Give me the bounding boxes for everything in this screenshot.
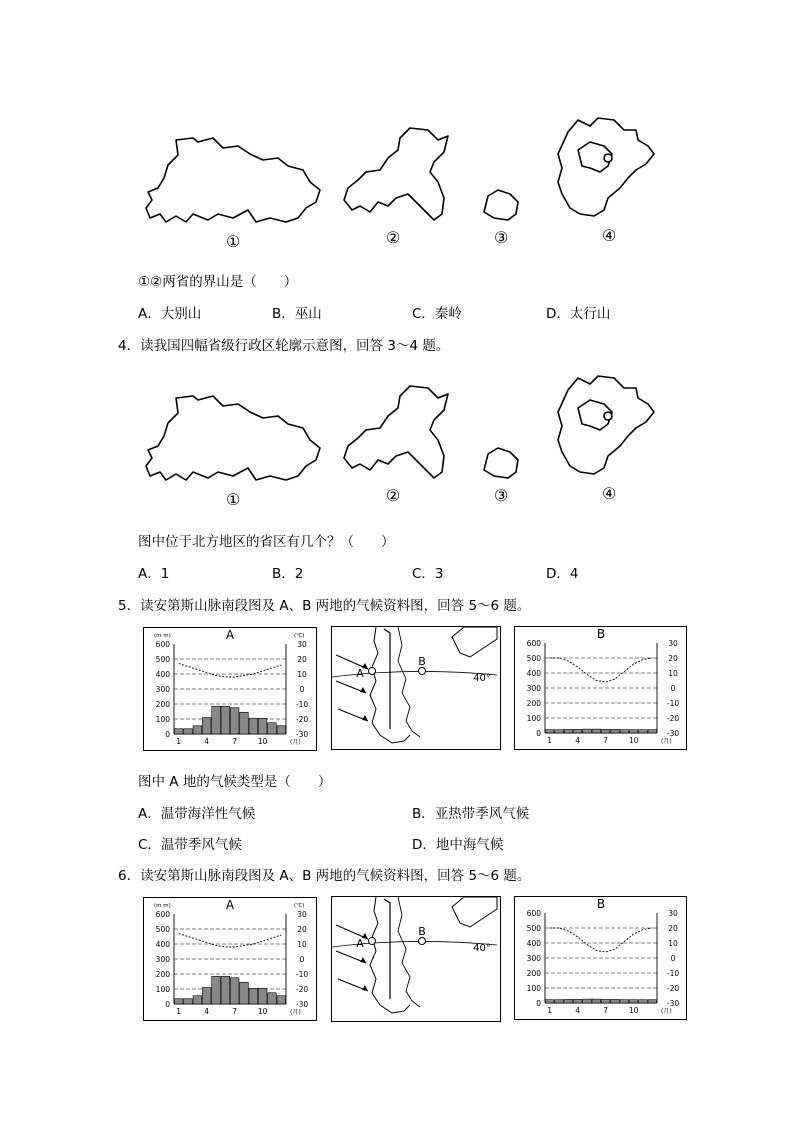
- x-tick-label: 4: [204, 1007, 210, 1016]
- y2-tick-label: 0: [670, 954, 676, 963]
- y-tick-label: 500: [155, 655, 170, 664]
- x-tick-label: 4: [575, 736, 581, 745]
- province-outline-3: [484, 190, 518, 220]
- x-axis-unit: (月): [290, 739, 301, 746]
- point-a-marker: [369, 668, 376, 675]
- province-outline-2: [344, 128, 448, 220]
- precip-bar-3: [564, 999, 573, 1003]
- q4-option-b[interactable]: B．2: [272, 566, 304, 582]
- map-label-1: ①: [226, 490, 241, 509]
- province-outline-2: [344, 386, 448, 478]
- y2-tick-label: -10: [666, 699, 680, 708]
- y2-tick-label: -10: [295, 700, 309, 709]
- coastal-landmass: [452, 627, 497, 657]
- y2-tick-label: 0: [299, 955, 305, 964]
- wind-arrow-head: [362, 985, 368, 991]
- y2-tick-label: -20: [666, 984, 680, 993]
- andes-map: [331, 896, 501, 1022]
- x-tick-label: 1: [547, 736, 553, 745]
- wind-arrow-head: [362, 715, 368, 721]
- point-a-label: A: [356, 937, 364, 950]
- temperature-curve: [550, 928, 653, 952]
- y-tick-label: 300: [155, 685, 170, 694]
- q4-option-a[interactable]: A．1: [138, 566, 170, 582]
- point-a-label: A: [356, 667, 364, 680]
- q4-option-c[interactable]: C．3: [412, 566, 444, 582]
- y2-tick-label: 20: [668, 924, 678, 933]
- precip-bar-12: [277, 996, 286, 1004]
- precip-bar-5: [212, 976, 221, 1004]
- option-b-block1[interactable]: B．巫山: [272, 306, 322, 322]
- x-tick-label: 4: [575, 1006, 581, 1015]
- y2-tick-label: 30: [668, 639, 678, 648]
- climate-chart-svg: [144, 898, 312, 1016]
- point-b-marker: [419, 668, 426, 675]
- y2-tick-label: -20: [666, 714, 680, 723]
- precip-bar-12: [648, 1000, 657, 1003]
- chart-title: A: [225, 898, 235, 912]
- temperature-curve: [550, 658, 653, 682]
- andes-mountain-range: [384, 629, 390, 729]
- latitude-label: 40°: [473, 943, 491, 954]
- x-tick-label: 7: [232, 1007, 238, 1016]
- x-tick-label: 10: [257, 1007, 268, 1016]
- x-axis-unit: (月): [661, 738, 672, 745]
- province-outlines: [146, 118, 654, 222]
- precip-bar-4: [202, 718, 211, 735]
- y2-tick-label: -10: [295, 970, 309, 979]
- y2-tick-label: 0: [670, 684, 676, 693]
- y2-axis-unit: (℃): [294, 633, 305, 639]
- andes-mountain-range: [384, 899, 390, 999]
- province-outline-3: [484, 448, 518, 478]
- precip-bar-9: [620, 730, 629, 733]
- x-tick-label: 7: [232, 737, 238, 746]
- y-tick-label: 300: [526, 684, 541, 693]
- y-tick-label: 200: [526, 699, 541, 708]
- east-coastline: [398, 897, 420, 1007]
- precip-bar-2: [184, 999, 193, 1004]
- y-tick-label: 400: [155, 670, 170, 679]
- precip-bar-10: [629, 730, 638, 733]
- x-tick-label: 7: [603, 736, 609, 745]
- x-axis-unit: (月): [661, 1008, 672, 1015]
- q5-question: 图中 A 地的气候类型是（ ）: [138, 774, 332, 790]
- map-label-4: ④: [602, 226, 617, 245]
- y-axis-unit: (m m): [154, 903, 171, 909]
- x-tick-label: 10: [628, 736, 639, 745]
- map-label-3: ③: [494, 486, 509, 505]
- y-tick-label: 100: [155, 715, 170, 724]
- q5-option-a[interactable]: A．温带海洋性气候: [138, 806, 256, 822]
- precip-bar-4: [202, 988, 211, 1005]
- y-tick-label: 100: [526, 714, 541, 723]
- precip-bar-11: [268, 723, 277, 734]
- y-tick-label: 0: [536, 729, 541, 738]
- precip-bar-1: [545, 1000, 554, 1003]
- y2-tick-label: -20: [295, 985, 309, 994]
- precip-bar-7: [230, 708, 239, 734]
- option-c-block1[interactable]: C．秦岭: [412, 306, 462, 322]
- x-tick-label: 1: [547, 1006, 553, 1015]
- precip-bar-9: [620, 1000, 629, 1003]
- province-outline-1: [146, 138, 320, 222]
- y-tick-label: 200: [526, 969, 541, 978]
- climate-chart-svg: [515, 627, 683, 745]
- climate-chart-svg: [144, 628, 312, 746]
- precip-bar-7: [230, 978, 239, 1004]
- y2-tick-label: 10: [668, 669, 678, 678]
- map-label-2: ②: [386, 228, 401, 247]
- precip-bar-7: [601, 999, 610, 1003]
- q5-option-c[interactable]: C．温带季风气候: [138, 837, 242, 853]
- climate-chart-a: [143, 627, 317, 751]
- precip-bar-3: [193, 726, 202, 734]
- q4-question: 图中位于北方地区的省区有几个？（ ）: [138, 534, 395, 550]
- y-tick-label: 0: [165, 1000, 170, 1009]
- precip-bar-1: [174, 999, 183, 1004]
- precip-bar-6: [221, 976, 230, 1004]
- east-coastline: [398, 627, 420, 737]
- y-tick-label: 0: [165, 730, 170, 739]
- y2-tick-label: 10: [668, 939, 678, 948]
- y-tick-label: 500: [526, 924, 541, 933]
- precip-bar-9: [249, 988, 258, 1004]
- precip-bar-2: [184, 729, 193, 734]
- y2-axis-unit: (℃): [294, 903, 305, 909]
- y-tick-label: 500: [526, 654, 541, 663]
- y-tick-label: 100: [526, 984, 541, 993]
- y-tick-label: 500: [155, 925, 170, 934]
- province-outline-1: [146, 396, 320, 480]
- x-tick-label: 10: [257, 737, 268, 746]
- y2-tick-label: 20: [297, 655, 307, 664]
- precip-bar-6: [221, 706, 230, 734]
- chart-title: B: [596, 627, 606, 641]
- wind-arrow-head: [360, 687, 366, 693]
- chart-title: A: [225, 628, 235, 642]
- y2-tick-label: 30: [297, 910, 307, 919]
- y2-tick-label: -10: [666, 969, 680, 978]
- y-tick-label: 0: [536, 999, 541, 1008]
- precip-bar-11: [639, 1000, 648, 1003]
- precip-bar-10: [629, 1000, 638, 1003]
- precip-bar-3: [193, 996, 202, 1004]
- precip-bar-5: [583, 999, 592, 1003]
- y2-tick-label: 0: [299, 685, 305, 694]
- y-tick-label: 300: [526, 954, 541, 963]
- x-tick-label: 4: [204, 737, 210, 746]
- y2-tick-label: -20: [295, 715, 309, 724]
- y2-tick-label: -30: [666, 729, 680, 738]
- climate-chart-svg: [515, 897, 683, 1015]
- option-a-block1[interactable]: A．大别山: [138, 306, 202, 322]
- x-tick-label: 1: [176, 737, 182, 746]
- precip-bar-6: [592, 729, 601, 733]
- province-enclave-dot: [604, 412, 612, 420]
- precip-bar-8: [240, 712, 249, 734]
- q5-option-d[interactable]: D．地中海气候: [412, 837, 504, 853]
- precip-bar-10: [258, 718, 267, 734]
- q5-stem: 5．读安第斯山脉南段图及 A、B 两地的气候资料图，回答 5～6 题。: [118, 598, 531, 614]
- q5-option-b[interactable]: B．亚热带季风气候: [412, 806, 530, 822]
- y2-tick-label: -30: [666, 999, 680, 1008]
- y2-tick-label: 30: [297, 640, 307, 649]
- y2-tick-label: -30: [295, 730, 309, 739]
- precip-bar-11: [639, 730, 648, 733]
- point-b-label: B: [418, 655, 426, 668]
- precip-bar-10: [258, 988, 267, 1004]
- y-tick-label: 600: [526, 909, 541, 918]
- question-block1: ①②两省的界山是（ ）: [138, 274, 298, 290]
- andes-map: [331, 626, 501, 750]
- precip-bar-4: [573, 999, 582, 1003]
- precip-bar-4: [573, 729, 582, 733]
- y-tick-label: 300: [155, 955, 170, 964]
- y2-tick-label: 20: [297, 925, 307, 934]
- q4-option-d[interactable]: D．4: [546, 566, 579, 582]
- climate-chart-b: [514, 896, 687, 1020]
- precip-bar-11: [268, 993, 277, 1004]
- precip-bar-5: [583, 729, 592, 733]
- point-b-label: B: [418, 925, 426, 938]
- map-label-4: ④: [602, 484, 617, 503]
- map-label-3: ③: [494, 228, 509, 247]
- point-a-marker: [369, 938, 376, 945]
- q4-stem: 4．读我国四幅省级行政区轮廓示意图，回答 3～4 题。: [118, 338, 450, 354]
- y-axis-unit: (m m): [154, 633, 171, 639]
- q6-stem: 6．读安第斯山脉南段图及 A、B 两地的气候资料图，回答 5～6 题。: [118, 868, 531, 884]
- y2-tick-label: 20: [668, 654, 678, 663]
- y-tick-label: 400: [526, 669, 541, 678]
- point-b-marker: [419, 938, 426, 945]
- province-maps-block1: [138, 110, 678, 255]
- precip-bar-2: [555, 730, 564, 733]
- y2-tick-label: 10: [297, 670, 307, 679]
- precip-bar-8: [611, 999, 620, 1003]
- precip-bar-1: [545, 730, 554, 733]
- y-tick-label: 200: [155, 970, 170, 979]
- andes-map-svg: [332, 627, 497, 747]
- province-maps-q4: [138, 368, 678, 513]
- y2-tick-label: 10: [297, 940, 307, 949]
- chart-title: B: [596, 897, 606, 911]
- precip-bar-12: [648, 730, 657, 733]
- x-tick-label: 1: [176, 1007, 182, 1016]
- x-axis-unit: (月): [290, 1009, 301, 1016]
- precip-bar-5: [212, 706, 221, 734]
- andes-map-svg: [332, 897, 497, 1017]
- map-label-1: ①: [226, 232, 241, 251]
- option-d-block1[interactable]: D．太行山: [546, 306, 611, 322]
- y-tick-label: 600: [155, 640, 170, 649]
- climate-chart-b: [514, 626, 687, 750]
- precip-bar-12: [277, 726, 286, 734]
- precip-bar-2: [555, 1000, 564, 1003]
- temperature-curve: [179, 664, 282, 678]
- map-label-2: ②: [386, 486, 401, 505]
- y-tick-label: 100: [155, 985, 170, 994]
- x-tick-label: 10: [628, 1006, 639, 1015]
- y2-tick-label: -30: [295, 1000, 309, 1009]
- wind-arrow-head: [360, 957, 366, 963]
- precip-bar-1: [174, 729, 183, 734]
- climate-chart-a: [143, 897, 317, 1021]
- precip-bar-9: [249, 718, 258, 734]
- y2-tick-label: 30: [668, 909, 678, 918]
- precip-bar-3: [564, 729, 573, 733]
- province-enclave-dot: [604, 154, 612, 162]
- precip-bar-8: [240, 982, 249, 1004]
- y-tick-label: 600: [155, 910, 170, 919]
- precip-bar-7: [601, 729, 610, 733]
- y-tick-label: 400: [526, 939, 541, 948]
- y-tick-label: 200: [155, 700, 170, 709]
- precip-bar-8: [611, 729, 620, 733]
- precip-bar-6: [592, 999, 601, 1003]
- latitude-label: 40°: [473, 673, 491, 684]
- temperature-curve: [179, 934, 282, 948]
- x-tick-label: 7: [603, 1006, 609, 1015]
- y-tick-label: 600: [526, 639, 541, 648]
- y-tick-label: 400: [155, 940, 170, 949]
- coastal-landmass: [452, 897, 497, 927]
